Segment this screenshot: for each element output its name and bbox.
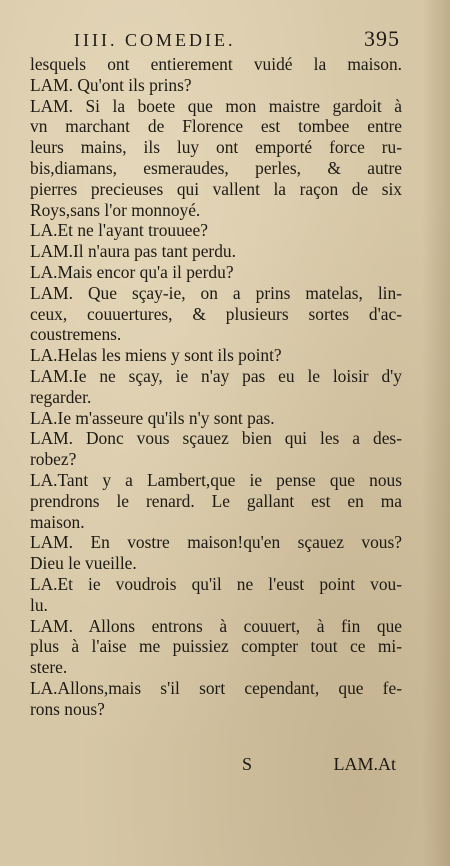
text-line: LA.Allons,mais s'il sort cependant, que fe- xyxy=(30,677,402,698)
text-line: LA.Mais encor qu'a il perdu? xyxy=(30,261,234,282)
page-header xyxy=(30,26,410,54)
text-line: coustremens. xyxy=(30,324,122,345)
page-number: 395 xyxy=(364,26,400,51)
text-line: pierres precieuses qui vallent la raçon de six xyxy=(30,178,402,199)
text-line: leurs mains, ils luy ont emporté force ru- xyxy=(30,137,402,158)
text-line: lesquels ont entierement vuidé la maison. xyxy=(30,54,402,74)
text-line: prendrons le renard. Le gallant est en ma xyxy=(30,490,402,511)
text-line: lu. xyxy=(30,594,48,615)
text-line: LAM. Que sçay-ie, on a prins matelas, lin- xyxy=(30,282,402,303)
text-line: LA.Tant y a Lambert,que ie pense que nous xyxy=(30,469,402,490)
text-line: stere. xyxy=(30,657,68,678)
text-line: LA.Et ie voudrois qu'il ne l'eust point vou- xyxy=(30,573,402,594)
text-line: LA.Ie m'asseure qu'ils n'y sont pas. xyxy=(30,407,275,428)
text-line: plus à l'aise me puissiez compter tout ce mi- xyxy=(30,636,402,657)
dialogue-text xyxy=(30,54,402,720)
text-line: LA.Helas les miens y sont ils point? xyxy=(30,345,282,366)
signature-mark: S xyxy=(242,754,253,774)
text-line: LA.Et ne l'ayant trouuee? xyxy=(30,220,208,241)
text-line: LAM.Il n'aura pas tant perdu. xyxy=(30,241,236,262)
text-line: LAM.Ie ne sçay, ie n'ay pas eu le loisir d'y xyxy=(30,365,402,386)
page-footer xyxy=(30,754,402,778)
text-line: rons nous? xyxy=(30,698,105,719)
text-line: vn marchant de Florence est tombee entre xyxy=(30,116,402,137)
text-line: maison. xyxy=(30,511,85,532)
text-line: LAM. Si la boete que mon maistre gardoit à xyxy=(30,95,402,116)
text-line: robez? xyxy=(30,449,77,470)
text-line: LAM. Allons entrons à couuert, à fin que xyxy=(30,615,402,636)
text-line: LAM. Qu'ont ils prins? xyxy=(30,74,192,95)
text-line: Roys,sans l'or monnoyé. xyxy=(30,199,201,220)
text-line: regarder. xyxy=(30,386,92,407)
running-title: IIII. COMEDIE. xyxy=(74,30,236,50)
text-line: Dieu le vueille. xyxy=(30,553,137,574)
catchword: LAM.At xyxy=(333,754,396,774)
text-line: LAM. En vostre maison!qu'en sçauez vous? xyxy=(30,532,402,553)
text-line: bis,diamans, esmeraudes, perles, & autre xyxy=(30,157,402,178)
text-line: ceux, couuertures, & plusieurs sortes d'ac- xyxy=(30,303,402,324)
page-edge-shadow xyxy=(422,0,450,866)
text-line: LAM. Donc vous sçauez bien qui les a des- xyxy=(30,428,402,449)
